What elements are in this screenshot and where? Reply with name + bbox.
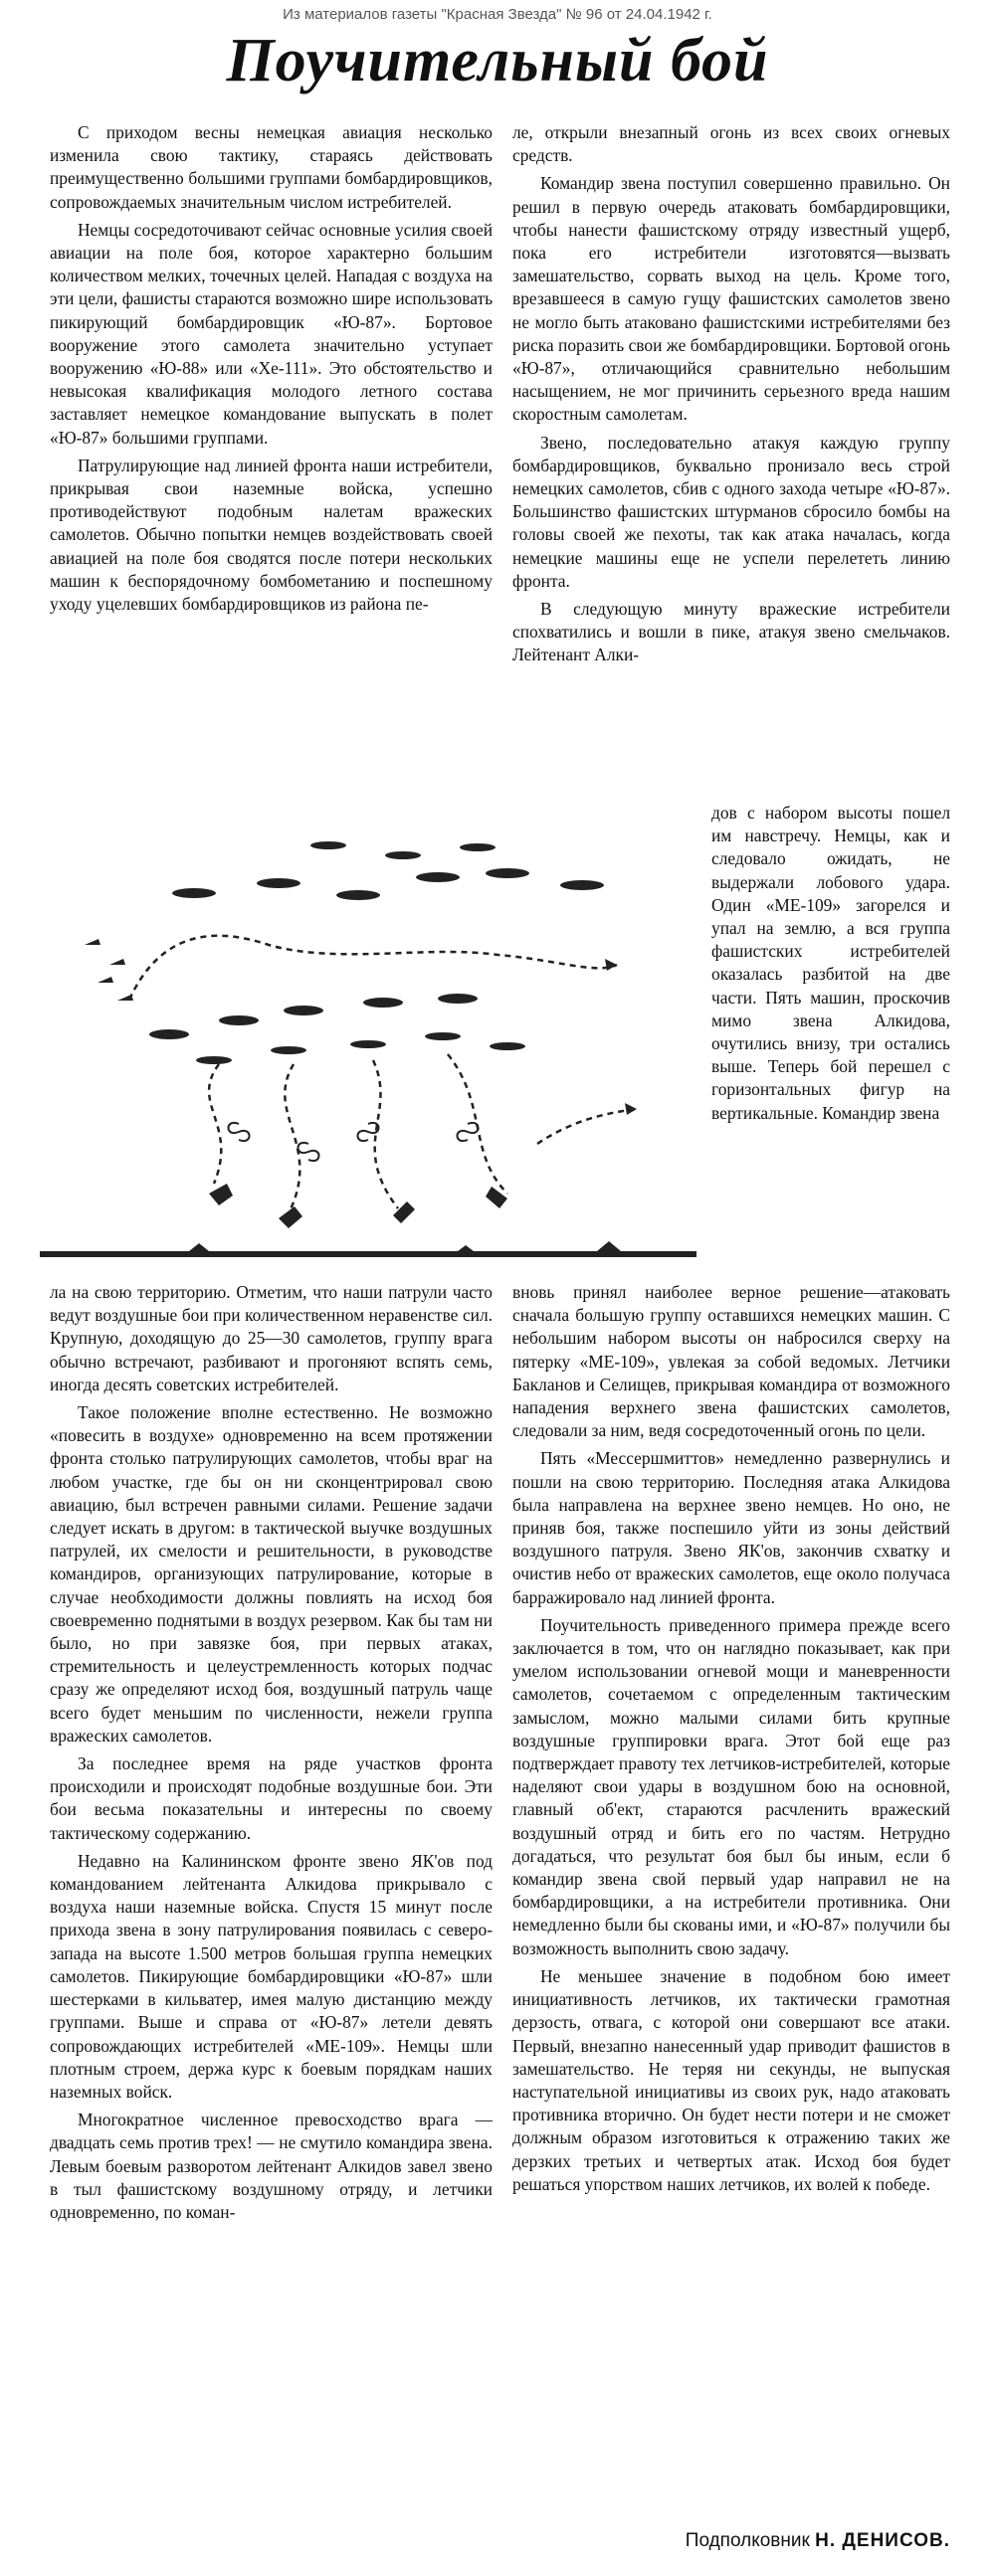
paragraph: Поучительность приведенного примера прежде всего заключается в том, что он наглядно показывает, как при умелом использовании огневой мощи и маневренности самолетов, сочетаемом с определенным тактическим замыслом, можно малыми силами бить крупные воздушные группировки врага. Этот бой еще раз подтверждает правоту тех летчиков-истребителей, которые наделяют свои удары в воздушном бою на основной, главный об'ект, стараются расчленить вражеский воздушный отряд и бить его по частям. Нетрудно догадаться, что результат боя был бы иным, если б командир звена свой первый удар направил не на бомбардировщики, а на истребители противника. Они немедленно были бы скованы ими, и «Ю-87» получили бы возможность выполнить свою задачу. [512,1614,950,1958]
plane-icon [172,841,604,900]
paragraph: Звено, последовательно атакуя каждую группу бомбардировщиков, буквально пронизало весь строй немецких самолетов, сбив с одного захода четыре «Ю-87». Большинство фашистских штурманов сбросило бомбы на головы своей же пехоты, так как атака началась, когда немецкие машины еще не успели перелететь линию фронта. [512,432,950,591]
paragraph: За последнее время на ряде участков фронта происходили и происходят подобные воздушные бои. Эти бои весьма показательны и интересны по своему тактическому содержанию. [50,1753,493,1843]
paragraph: Патрулирующие над линией фронта наши истребители, прикрывая свои наземные войска, успешно противодействуют подобным налетам вражеских самолетов. Обычно попытки немцев воздействовать своей авиацией на поле боя сводятся после потери нескольких машин к беспорядочному бомбометанию и поспешному уходу уцелевших бомбардировщиков из района пе- [50,455,493,615]
column-right-top [512,121,950,798]
paragraph: Такое положение вполне естественно. Не возможно «повесить в воздухе» одновременно на всем протяжении фронта столько патрулирующих самолетов, чтобы враг на любом участке, где бы он ни сконцентрировал свою авиацию, был встречен равными силами. Решение задачи следует искать в другом: в тактической выучке воздушных патрулей, их смелости и решительности, в руководстве командиров, организующих патрулирование, которые в случае необходимости должны повлиять на исход боя своевременно поднятыми в воздух резервом. Как бы там ни было, но при завязке боя, при первых атаках, стремительность и целеустремленность которых подчас сразу же определяют исход боя, воздушный патруль чаще всего будет меньшим по численности, нежели группа вражеских самолетов. [50,1402,493,1746]
column-left-top [50,121,493,818]
paragraph: Пять «Мессершмиттов» немедленно развернулись и пошли на свою территорию. Последняя атака Алкидова была направлена на верхнее звено немцев. Но оно, не приняв боя, также поспешило уйти из зоны действий воздушного патруля. Звено ЯК'ов, закончив схватку и очистив небо от вражеских самолетов, еще около получаса барражировало над линией фронта. [512,1448,950,1607]
paragraph: ла на свою территорию. Отметим, что наши патрули часто ведут воздушные бои при количественном неравенстве сил. Крупную, доходящую до 25—30 самолетов, группу врага обычно встречают, разбивают и прогоняют вспять семь, иногда десять советских истребителей. [50,1282,493,1394]
paragraph: С приходом весны немецкая авиация несколько изменила свою тактику, стараясь действовать преимущественно большими группами бомбардировщиков, сопровождаемых значительным числом истребителей. [50,122,493,212]
author-name: Н. ДЕНИСОВ. [815,2530,950,2551]
column-right-bottom [512,1281,950,2504]
paragraph: Не меньшее значение в подобном бою имеет инициативность летчиков, их тактически грамотная дерзость, отвага, с которой они совершают все атаки. Первый, внезапно нанесенный удар приводит фашистов в замешательство. Не теряя ни секунды, не выпуская наступательной инициативы из своих рук, надо атаковать противника вторично. Он будет нести потери и не сможет должным образом изготовиться к отражению таких же дерзких третьих и четвертых атак. Исход боя будет решаться упорством наших летчиков, их волей к победе. [512,1965,950,2194]
headline: Поучительный бой [226,27,769,94]
falling-plane-icon [209,1184,507,1228]
plane-icon [149,994,525,1064]
source-line: Из материалов газеты "Красная Звезда" № 96 от 24.04.1942 г. [283,6,712,23]
paragraph: дов с набором высоты пошел им навстречу. Немцы, как и следовало ожидать, не выдержали лобового удара. Один «МЕ-109» загорелся и упал на землю, а вся группа фашистских истребителей оказалась разбитой на две части. Пять машин, проскочив мимо звена Алкидова, очутились внизу, три остались выше. Теперь бой перешел с горизонтальных фигур на вертикальные. Командир звена [711,803,950,1123]
paragraph: Командир звена поступил совершенно правильно. Он решил в первую очередь атаковать бомбардировщики, чтобы нанести фашистскому отряду известный ущерб, пока его истребители изготовятся—вызвать замешательство, сорвать выход на цель. Кроме того, врезавшееся в самую гущу фашистских самолетов звено не могло быть атаковано фашистскими истребителями без риска поразить свои же бомбардировщики. Бортовой огонь «Ю-87», отличающийся сравнительно небольшим насыщением, не мог причинить серьезного вреда нашим скоростным самолетам. [512,173,950,425]
author-rank: Подполковник [685,2530,810,2551]
fighter-icon [85,939,133,1001]
paragraph: Немцы сосредоточивают сейчас основные усилия своей авиации на поле боя, которое характерно большим количеством мелких, точечных целей. Нападая с воздуха на эти цели, фашисты стараются возможно шире использовать пикирующий бомбардировщик «Ю-87». Бортовое вооружение этого самолета значительно уступает вооружению «Ю-88» или «Хе-111». Это обстоятельство и невысокая квалификация молодого летного состава заставляет немецкое командование выпускать в полет «Ю-87» большими группами. [50,219,493,448]
paragraph: Недавно на Калининском фронте звено ЯК'ов под командованием лейтенанта Алкидова прикрывало с воздуха наши наземные войска. Спустя 15 минут после прихода звена в зону патрулирования появилась с северо-запада на высоте 1.500 метров большая группа немецких самолетов. Пикирующие бомбардировщики «Ю-87» шли шестерками в кильватер, имея малую дистанцию между группами. Выше и справа от «Ю-87» летели девять сопровождающих истребителей «МЕ-109». Немцы шли плотным строем, держа курс к боевым порядкам наших наземных войск. [50,1850,493,2102]
paragraph: ле, открыли внезапный огонь из всех своих огневых средств. [512,122,950,166]
paragraph: Многократное численное превосходство врага — двадцать семь против трех! — не смутило командира звена. Левым боевым разворотом лейтенант Алкидов завел звено в тыл фашистскому воздушному отряду, и летчики одновременно, по коман- [50,2110,493,2222]
column-right-narrow [711,802,950,1279]
paragraph: вновь принял наиболее верное решение—атаковать сначала большую группу оставшихся немецких машин. С небольшим набором высоты он набросился сверху на пятерку «МЕ-109», увлекая за собой ведомых. Летчики Бакланов и Селищев, прикрывая командира от возможного нападения верхнего звена фашистских самолетов, следовали за ним, ведя сосредоточенный огонь по цели. [512,1282,950,1441]
paragraph: В следующую минуту вражеские истребители спохватились и вошли в пике, атакуя звено смельчаков. Лейтенант Алки- [512,599,950,665]
battle-illustration [40,826,696,1263]
author-signature [686,2530,950,2552]
column-left-bottom [50,1281,493,2566]
